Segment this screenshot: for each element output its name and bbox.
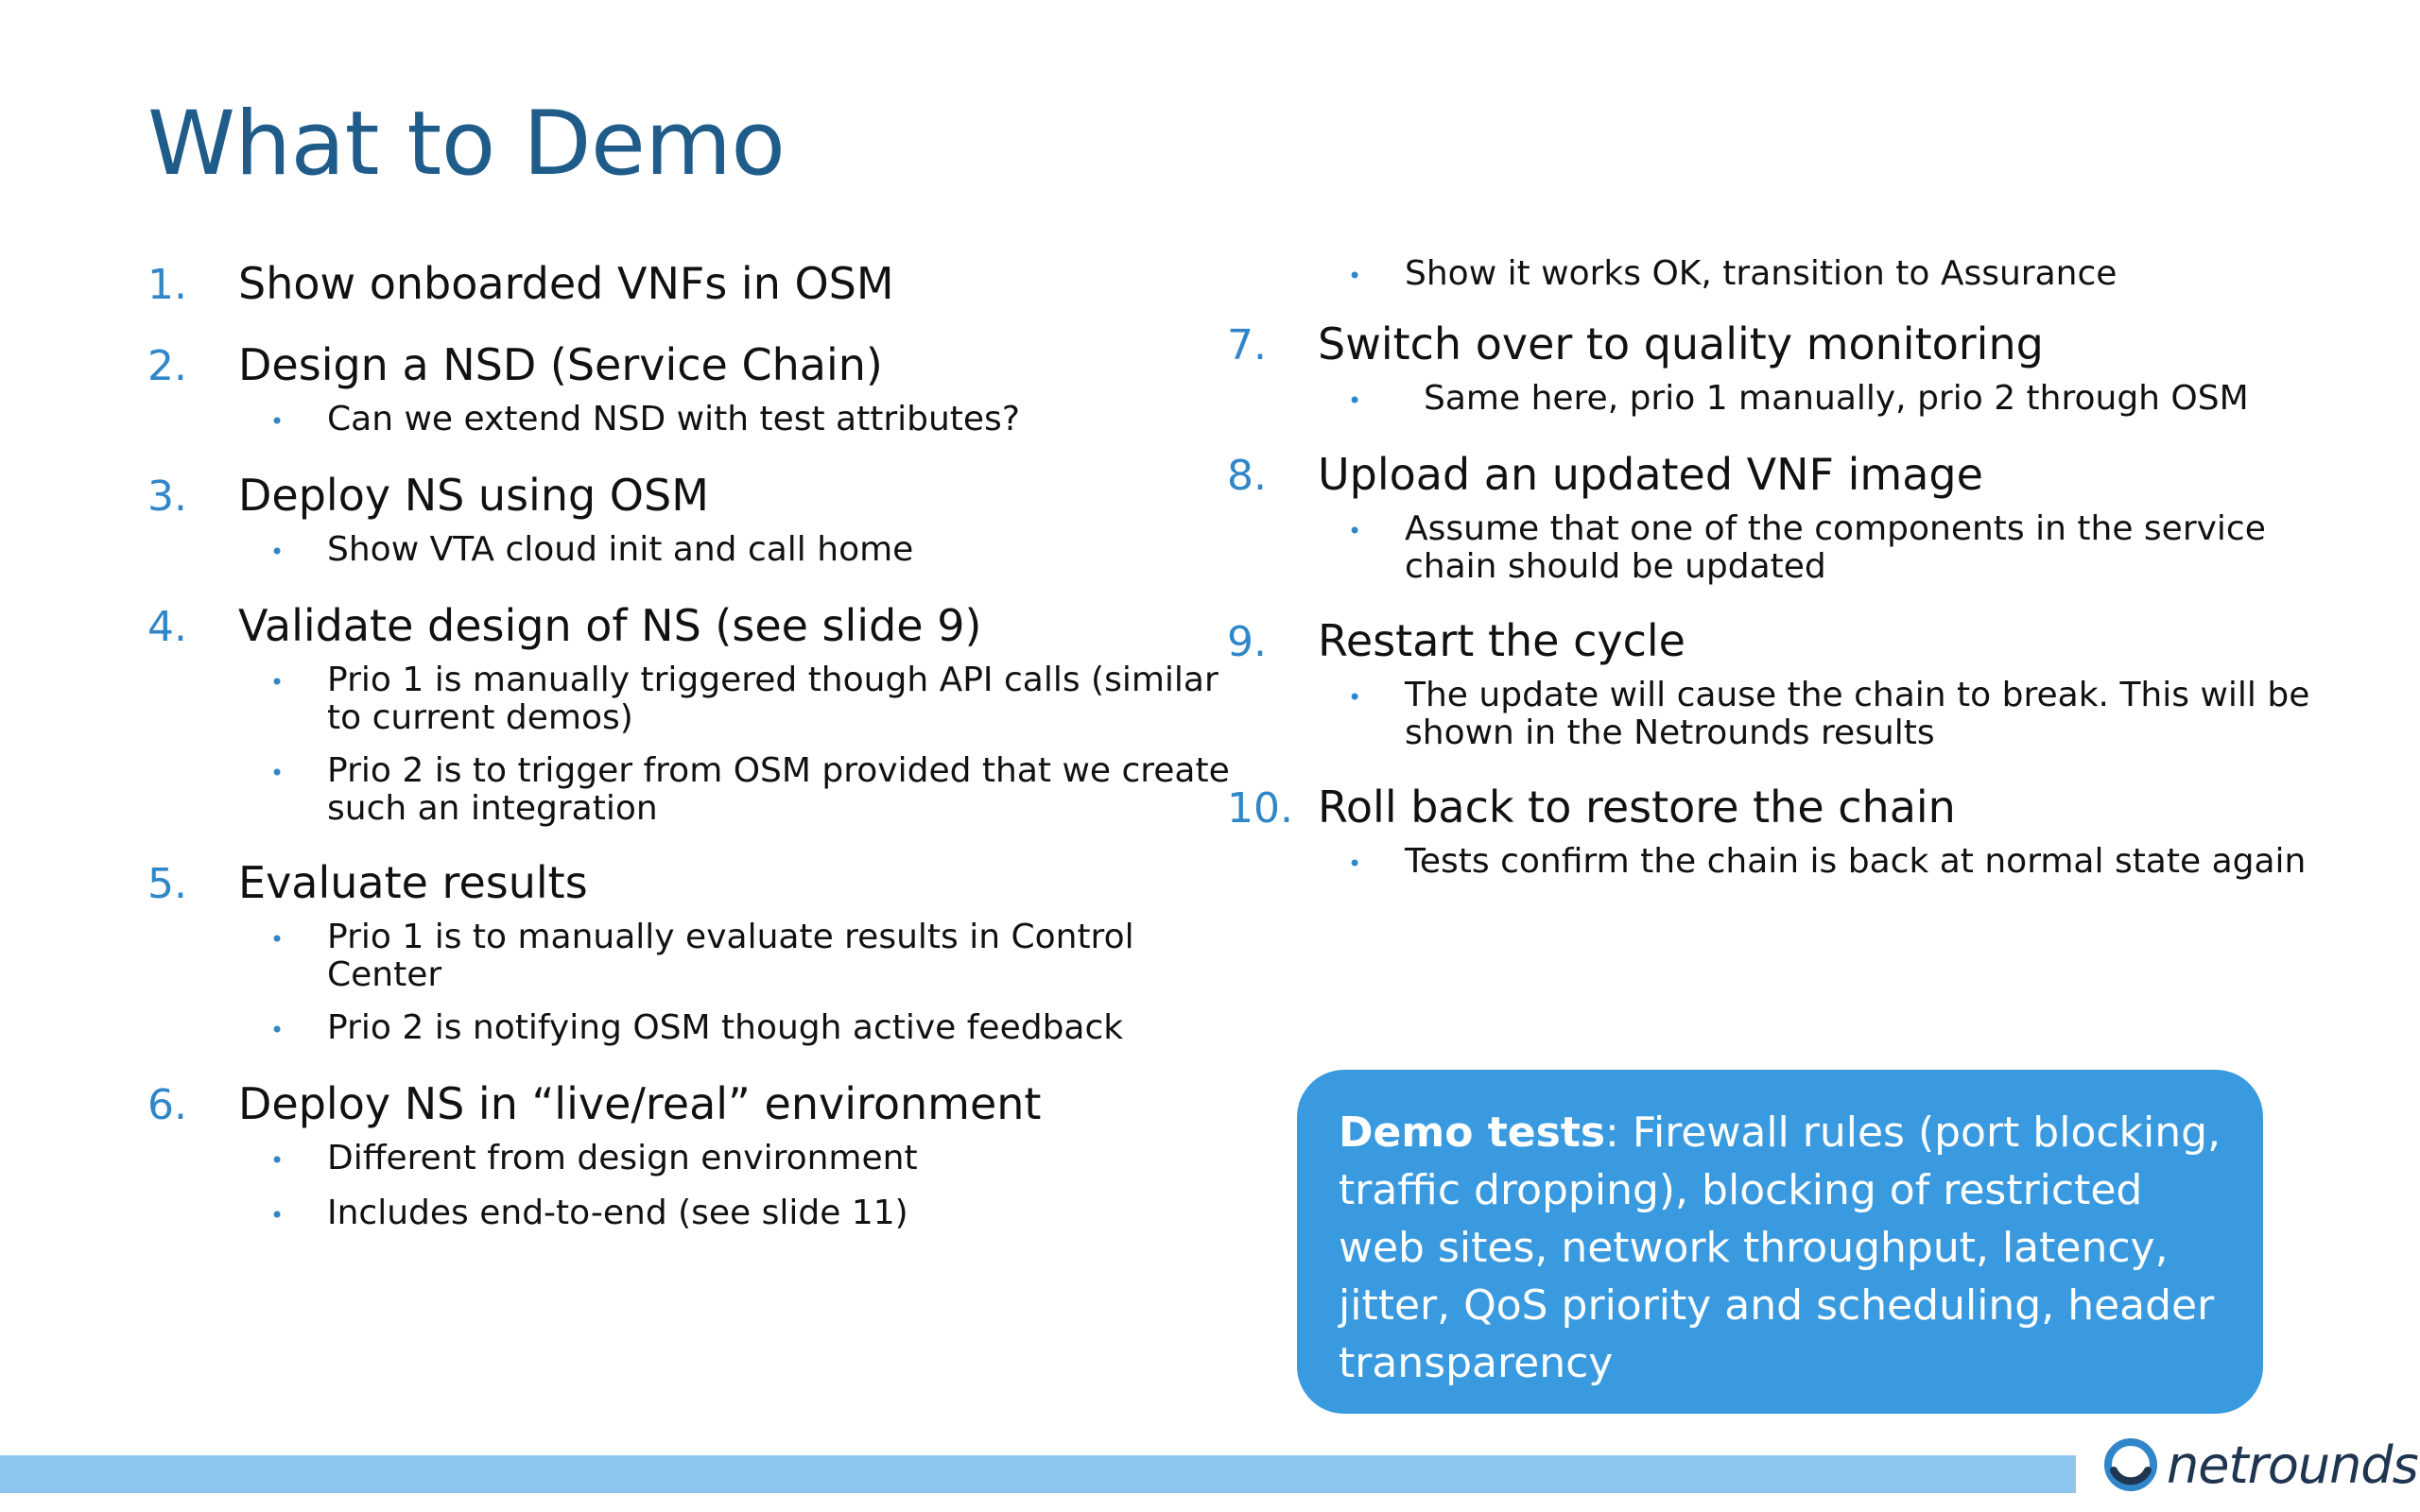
item-title: Deploy NS using OSM [238,470,709,521]
left-column [147,257,1244,1234]
sub-text: The update will cause the chain to break. This will be shown in the Netrounds results [1405,676,2310,752]
item-number: 9. [1227,618,1267,666]
sub-text: Same here, prio 1 manually, prio 2 through OSM [1424,379,2249,418]
sub-bullet [1348,255,2342,295]
sub-bullet [270,531,1244,571]
netrounds-swirl-icon [2100,1435,2161,1495]
bullet-icon: • [1348,263,1362,289]
bullet-icon: • [270,539,285,565]
sub-bullet [1348,843,2342,883]
sub-text: Prio 1 is manually triggered though API calls (similar to current demos) [327,661,1219,737]
bullet-icon: • [1348,850,1362,877]
callout-text: : Firewall rules (port blocking, traffic dropping), blocking of restricted web sites, network throughput, latency, jitter, QoS priority and scheduling, header transparency [1339,1108,2221,1387]
item-title: Upload an updated VNF image [1318,449,1983,500]
list-item [147,257,1244,310]
list-item [1227,318,2342,420]
sub-text: Show VTA cloud init and call home [327,530,914,569]
list-item [1227,781,2342,883]
bullet-icon: • [270,926,285,953]
sub-text: Different from design environment [327,1139,918,1177]
sub-text: Prio 2 is to trigger from OSM provided that we create such an integration [327,751,1230,828]
bullet-icon: • [1348,387,1362,414]
sub-bullet [1348,677,2342,752]
list-item [147,599,1244,828]
bullet-icon: • [270,1202,285,1228]
logo-text: netrounds [2167,1435,2418,1495]
item-number: 4. [147,603,187,651]
item-title: Roll back to restore the chain [1318,782,1956,833]
sub-bullet [270,752,1244,828]
sub-text: Assume that one of the components in the service chain should be updated [1405,509,2266,586]
item-number: 7. [1227,321,1267,369]
footer-bar [0,1455,2076,1493]
right-column [1227,255,2342,883]
sub-text: Prio 2 is notifying OSM though active feedback [327,1008,1124,1047]
item-number: 6. [147,1081,187,1129]
bullet-icon: • [1348,518,1362,544]
sub-bullet [270,1194,1244,1234]
slide-title: What to Demo [147,93,786,196]
sub-bullet [270,919,1244,994]
item-number: 5. [147,860,187,908]
list-item [1227,614,2342,752]
list-item [147,856,1244,1049]
netrounds-logo [2100,1431,2418,1499]
sub-text: Includes end-to-end (see slide 11) [327,1194,908,1232]
sub-text: Tests confirm the chain is back at normal state again [1405,842,2307,881]
sub-text: Show it works OK, transition to Assurance [1405,254,2118,293]
sub-bullet [1348,510,2342,586]
list-item [147,338,1244,440]
item-title: Show onboarded VNFs in OSM [238,258,894,309]
item-number: 3. [147,472,187,521]
demo-tests-callout [1297,1070,2263,1414]
bullet-icon: • [270,1147,285,1174]
item-number: 8. [1227,452,1267,500]
sub-bullet [270,401,1244,440]
bullet-icon: • [270,669,285,696]
sub-text: Can we extend NSD with test attributes? [327,400,1020,438]
bullet-icon: • [1348,684,1362,711]
item-title: Evaluate results [238,857,588,908]
list-item [1227,448,2342,586]
bullet-icon: • [270,760,285,786]
sub-bullet [270,1009,1244,1049]
bullet-icon: • [270,1017,285,1043]
sub-bullet [270,1140,1244,1179]
bullet-icon: • [270,408,285,435]
item-number: 1. [147,261,187,309]
sub-text: Prio 1 is to manually evaluate results in Control Center [327,918,1134,994]
callout-label: Demo tests [1339,1108,1606,1157]
item-title: Restart the cycle [1318,615,1685,666]
item-title: Design a NSD (Service Chain) [238,339,883,390]
item-number: 2. [147,342,187,390]
list-item [147,1077,1244,1234]
sub-bullet [270,662,1244,737]
sub-bullet [1348,380,2342,420]
item-title: Validate design of NS (see slide 9) [238,600,982,651]
item-title: Deploy NS in “live/real” environment [238,1078,1042,1129]
item-number: 10. [1227,784,1293,833]
list-item [147,469,1244,571]
item-title: Switch over to quality monitoring [1318,318,2044,369]
